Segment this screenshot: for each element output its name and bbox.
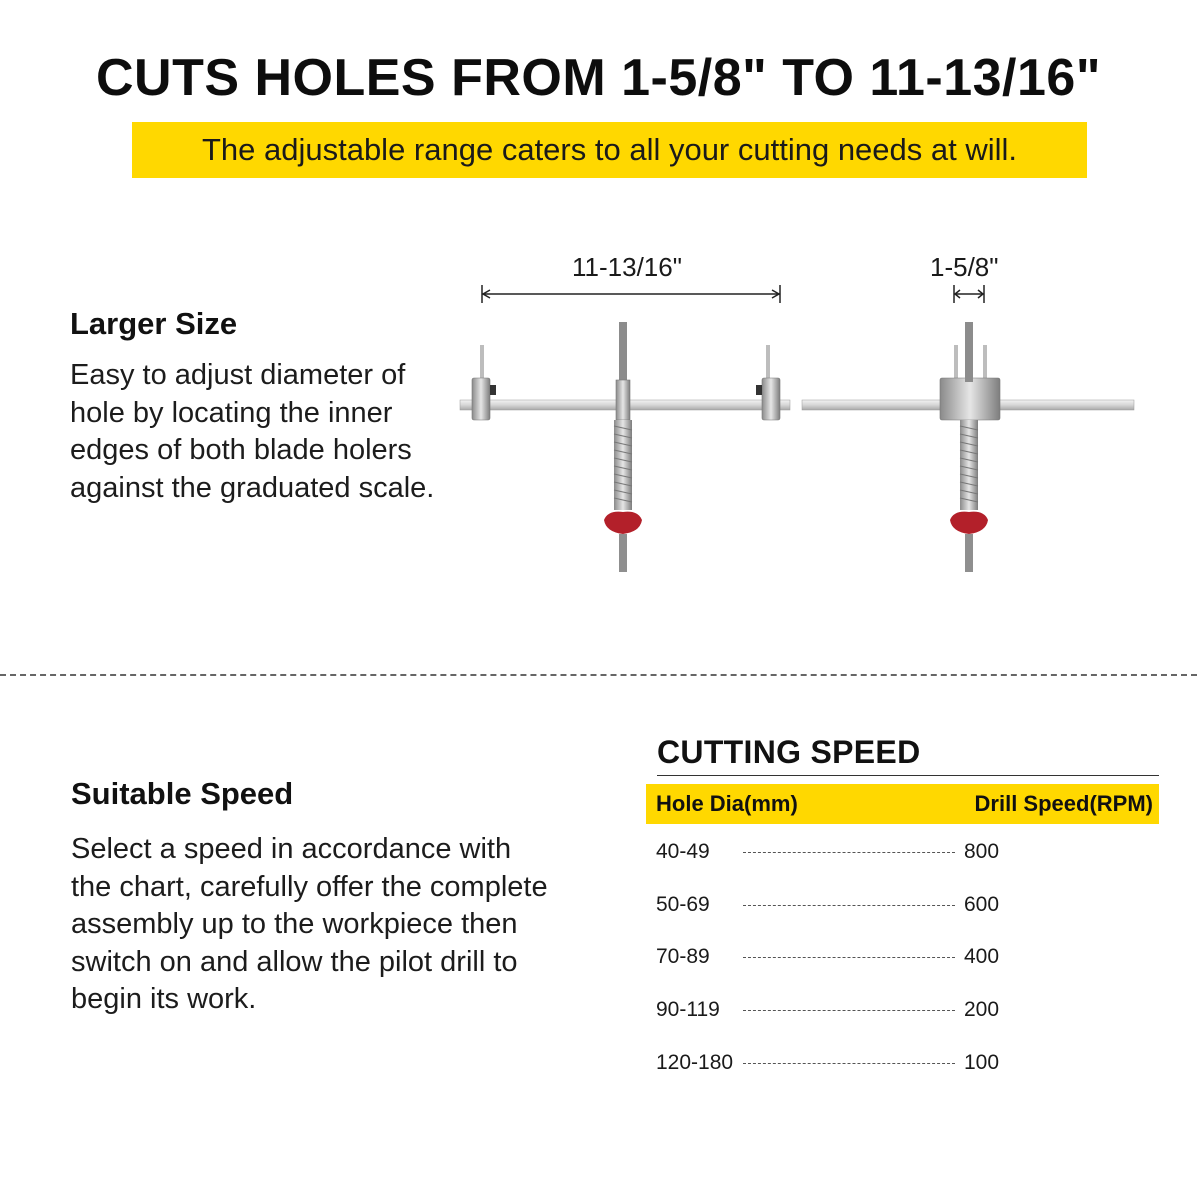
description-line: hole by locating the inner xyxy=(70,396,393,429)
title-underline xyxy=(657,775,1159,776)
table-row xyxy=(656,1048,1156,1078)
leader-dots xyxy=(743,852,955,853)
drill-speed-cell: 200 xyxy=(964,998,1000,1021)
large-dimension-label: 11-13/16" xyxy=(572,252,682,282)
description-line: Easy to adjust diameter of xyxy=(70,359,406,391)
subtitle-text: The adjustable range caters to all your cutting needs at will. xyxy=(201,132,1018,167)
section-divider xyxy=(0,674,1197,676)
hole-cutter-illustration xyxy=(440,280,1160,590)
hole-dia-cell: 120-180 xyxy=(656,1051,734,1074)
large-dimension-arrow xyxy=(482,285,780,303)
table-row xyxy=(656,995,1156,1025)
table-row xyxy=(656,890,1156,920)
leader-dots xyxy=(743,1063,955,1064)
subtitle-banner xyxy=(132,122,1087,178)
drill-speed-cell: 100 xyxy=(964,1051,1000,1074)
column-header-hole-dia: Hole Dia(mm) xyxy=(656,791,798,816)
description-line: assembly up to the workpiece then xyxy=(71,908,518,940)
small-dimension-arrow xyxy=(954,285,984,303)
leader-dots xyxy=(743,957,955,958)
larger-size-heading: Larger Size xyxy=(70,306,238,341)
hole-dia-cell: 90-119 xyxy=(656,998,720,1021)
drill-speed-cell: 800 xyxy=(964,840,1000,863)
suitable-speed-description xyxy=(71,831,591,1019)
table-row xyxy=(656,837,1156,867)
leader-dots xyxy=(743,905,955,906)
hole-cutter-wide-setting xyxy=(460,322,790,572)
suitable-speed-heading: Suitable Speed xyxy=(71,776,294,811)
description-line: the chart, carefully offer the complete xyxy=(71,870,548,903)
hole-dia-cell: 50-69 xyxy=(656,893,710,916)
description-line: against the graduated scale. xyxy=(70,471,435,504)
description-line: Select a speed in accordance with xyxy=(71,833,512,865)
description-line: begin its work. xyxy=(71,983,257,1015)
column-header-drill-speed: Drill Speed(RPM) xyxy=(974,791,1153,816)
table-row xyxy=(656,942,1156,972)
table-header xyxy=(646,784,1159,824)
drill-speed-cell: 400 xyxy=(964,945,1000,968)
page-title: CUTS HOLES FROM 1-5/8" TO 11-13/16" xyxy=(95,49,1102,107)
description-line: edges of both blade holers xyxy=(70,434,412,466)
small-dimension-label: 1-5/8" xyxy=(930,252,999,282)
hole-cutter-narrow-setting xyxy=(802,322,1134,572)
hole-dia-cell: 70-89 xyxy=(656,945,710,968)
larger-size-description xyxy=(70,357,470,507)
cutting-speed-title: CUTTING SPEED xyxy=(657,734,921,770)
leader-dots xyxy=(743,1010,955,1011)
hole-dia-cell: 40-49 xyxy=(656,840,710,863)
description-line: switch on and allow the pilot drill to xyxy=(71,945,518,978)
drill-speed-cell: 600 xyxy=(964,893,1000,916)
